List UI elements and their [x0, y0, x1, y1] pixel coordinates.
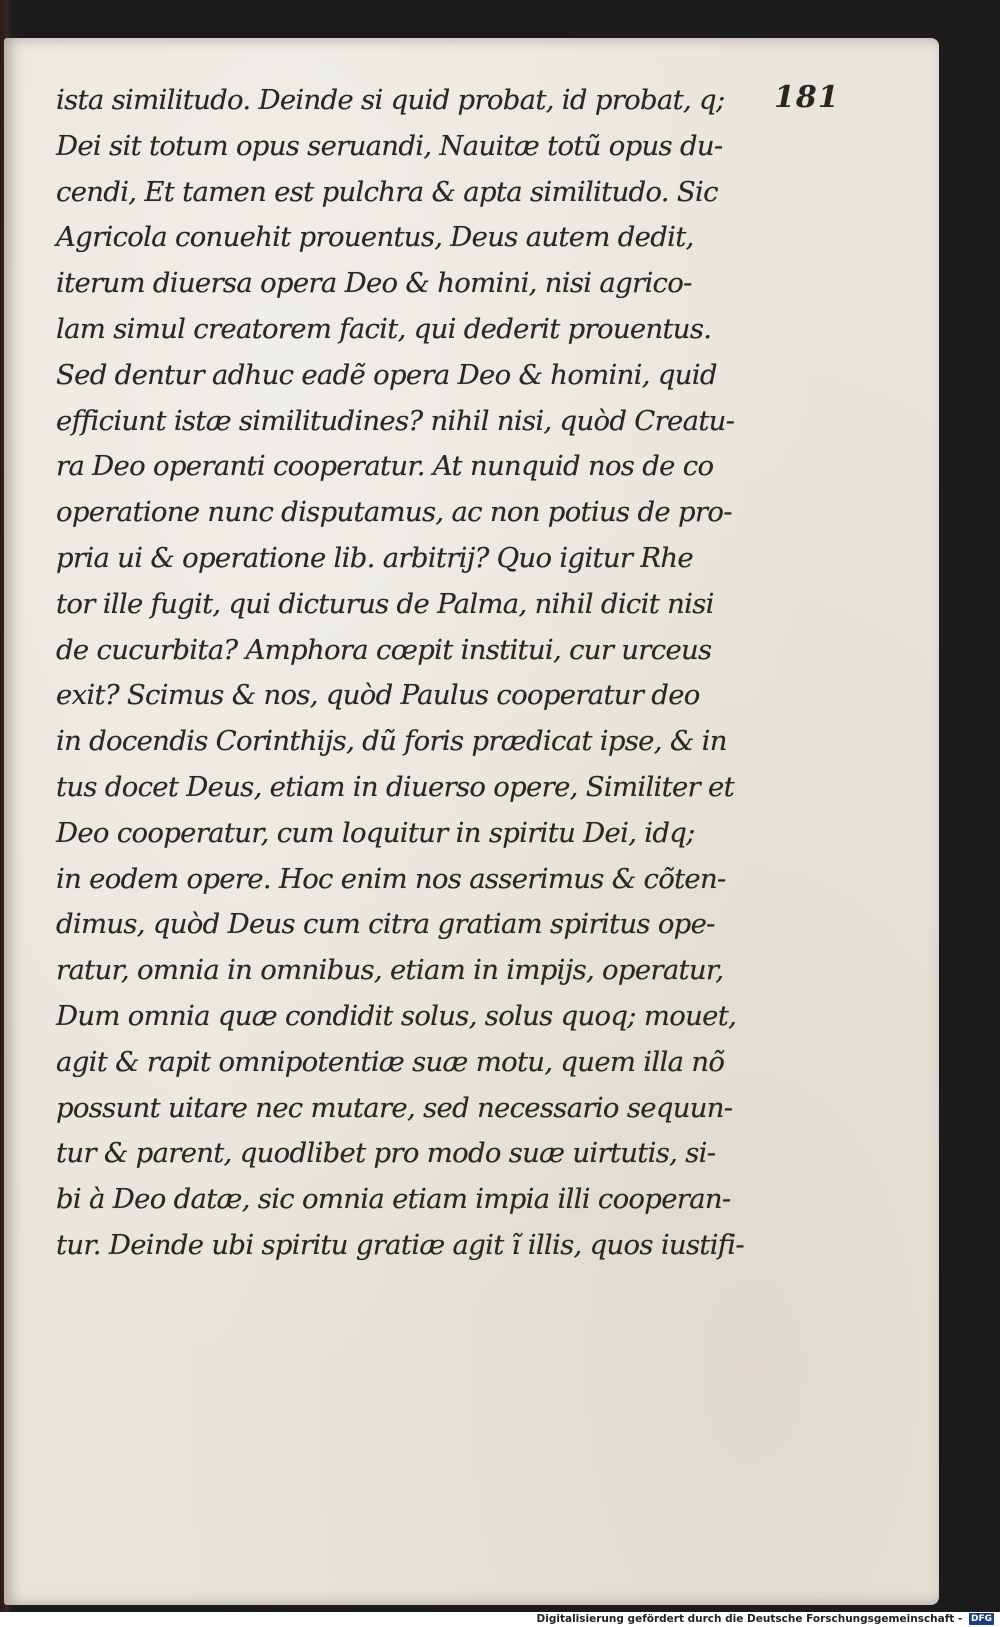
- footer-credit-text: Digitalisierung gefördert durch die Deutsche Forschungsgemeinschaft -: [536, 1613, 963, 1625]
- text-line: dimus, quòd Deus cum citra gratiam spiritus ope-: [56, 908, 715, 941]
- text-line: Agricola conuehit prouentus, Deus autem dedit,: [56, 221, 694, 254]
- text-line: possunt uitare nec mutare, sed necessario sequun-: [56, 1091, 733, 1124]
- text-block: [56, 78, 756, 1269]
- text-line: ratur, omnia in omnibus, etiam in impijs, operatur,: [56, 954, 724, 987]
- text-line: Deo cooperatur, cum loquitur in spiritu Dei, idq;: [56, 816, 695, 849]
- text-line: bi à Deo datæ, sic omnia etiam impia illi cooperan-: [56, 1183, 731, 1216]
- text-line: in docendis Corinthijs, dũ foris prædicat ipse, & in: [56, 725, 727, 758]
- text-line: Dum omnia quæ condidit solus, solus quoq; mouet,: [56, 999, 737, 1032]
- text-line: in eodem opere. Hoc enim nos asserimus & cõten-: [56, 862, 726, 895]
- text-line: iterum diuersa opera Deo & homini, nisi agrico-: [56, 267, 692, 300]
- text-line: exit? Scimus & nos, quòd Paulus cooperatur deo: [56, 679, 700, 712]
- text-line: cendi, Et tamen est pulchra & apta similitudo. Sic: [56, 175, 718, 208]
- text-line: efficiunt istæ similitudines? nihil nisi, quòd Creatu-: [56, 404, 735, 437]
- text-line: Dei sit totum opus seruandi, Nauitæ totũ opus du-: [56, 129, 723, 162]
- footer-credit: [537, 1612, 994, 1627]
- text-line: ra Deo operanti cooperatur. At nunquid nos de co: [56, 450, 714, 483]
- text-line: operatione nunc disputamus, ac non potius de pro-: [56, 496, 732, 529]
- text-line: de cucurbita? Amphora cœpit institui, cur urceus: [56, 633, 712, 666]
- text-line: pria ui & operatione lib. arbitrij? Quo igitur Rhe: [56, 541, 693, 574]
- book-page: [4, 38, 939, 1605]
- dfg-logo: DFG: [970, 1614, 992, 1624]
- text-line: ista similitudo. Deinde si quid probat, id probat, q;: [56, 84, 725, 116]
- text-line: tor ille fugit, qui dicturus de Palma, nihil dicit nisi: [56, 587, 714, 620]
- text-line: tur & parent, quodlibet pro modo suæ uirtutis, si-: [56, 1137, 716, 1170]
- text-line: tus docet Deus, etiam in diuerso opere, Similiter et: [56, 770, 734, 803]
- page-number: 181: [774, 80, 840, 115]
- text-line: Sed dentur adhuc eadẽ opera Deo & homini, quid: [56, 358, 717, 391]
- text-line: tur. Deinde ubi spiritu gratiæ agit ĩ illis, quos iustifi-: [56, 1228, 744, 1261]
- text-line: agit & rapit omnipotentiæ suæ motu, quem illa nõ: [56, 1045, 725, 1078]
- text-line: lam simul creatorem facit, qui dederit prouentus.: [56, 312, 712, 345]
